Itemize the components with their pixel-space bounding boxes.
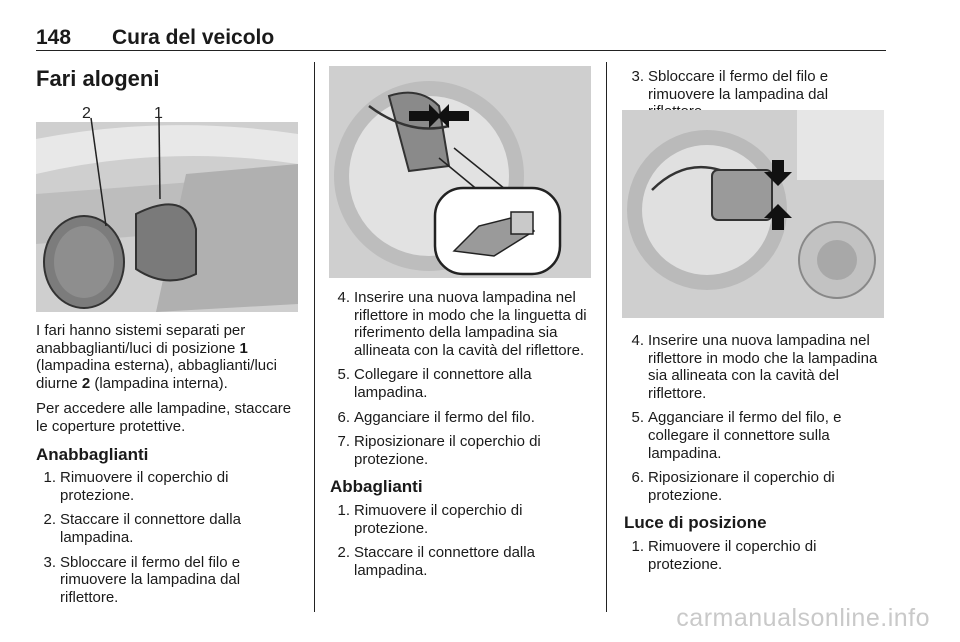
list-item: 1. Rimuovere il coperchio di protezione. — [337, 501, 523, 537]
chapter-title: Cura del veicolo — [112, 26, 275, 49]
list-item: 4. Inserire una nuova lampadina nel riflettore in modo che la linguetta di riferimento della lampadina sia allineata con la cavità del riflettore. — [337, 289, 587, 359]
subhead-luce-di-posizione: Luce di posizione — [624, 513, 767, 533]
steps-list — [330, 502, 596, 579]
column-2 — [330, 289, 596, 586]
bulb-removal-illustration — [329, 66, 591, 278]
high-beam-illustration — [622, 110, 884, 318]
steps-list — [624, 538, 888, 573]
page-number: 148 — [36, 26, 72, 49]
column-divider-2 — [606, 62, 607, 612]
high-beam-figure — [622, 110, 884, 318]
figure-label-1: 1 — [154, 105, 163, 122]
list-item: 5. Collegare il connettore alla lampadina. — [337, 366, 532, 401]
bulb-removal-figure — [329, 66, 591, 278]
subhead-abbaglianti: Abbaglianti — [330, 477, 423, 497]
intro-paragraph: I fari hanno sistemi separati per anabbaglianti/luci di posizione 1 (lampadina esterna), abbaglianti/luci diurne 2 (lampadina interna). — [36, 322, 277, 392]
header-rule — [36, 50, 886, 51]
list-item: 7. Riposizionare il coperchio di protezione. — [337, 433, 541, 468]
column-3 — [624, 332, 888, 580]
subhead-anabbaglianti: Anabbaglianti — [36, 444, 149, 464]
access-paragraph: Per accedere alle lampadine, staccare le coperture protettive. — [36, 400, 292, 435]
list-item: 6. Agganciare il fermo del filo. — [337, 408, 535, 426]
column-1 — [36, 322, 302, 613]
list-item: 1. Rimuovere il coperchio di protezione. — [631, 537, 817, 573]
list-item: 3. Sbloccare il fermo del filo e rimuovere la lampadina dal — [631, 68, 829, 103]
list-item: 3. Sbloccare il fermo del filo e rimuovere la lampadina dal riflettore. — [43, 553, 241, 606]
list-item: 2. Staccare il connettore dalla lampadina. — [43, 511, 241, 546]
steps-list — [624, 332, 888, 504]
list-item: 1. Rimuovere il coperchio di protezione. — [43, 469, 229, 504]
list-item: 4. Inserire una nuova lampadina nel riflettore in modo che la lampadina sia allineata con la cavità del riflettore. — [631, 332, 878, 402]
list-item: 6. Riposizionare il coperchio di protezione. — [631, 469, 835, 504]
watermark: carmanualsonline.info — [676, 604, 930, 632]
list-item: 5. Agganciare il fermo del filo, e collegare il connettore sulla lampadina. — [631, 409, 842, 462]
halogen-headlamp-figure — [36, 104, 298, 312]
headlamp-illustration — [36, 104, 298, 312]
steps-list — [330, 289, 596, 468]
column-divider-1 — [314, 62, 315, 612]
section-title: Fari alogeni — [36, 66, 160, 91]
figure-label-2: 2 — [82, 105, 91, 122]
list-item: 2. Staccare il connettore dalla lampadina. — [337, 544, 535, 579]
steps-list — [36, 469, 302, 606]
